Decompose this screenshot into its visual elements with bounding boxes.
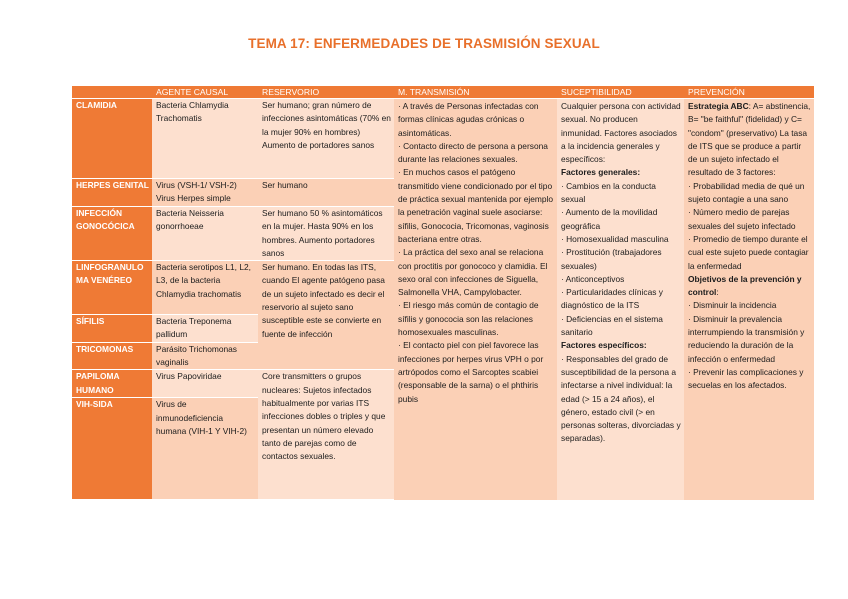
abc-strategy: Estrategia ABC: A= abstinencia, B= "be faithful" (fidelidad) y C= "condom" (preservativo) La tasa de ITS que se produce a partir de un sujeto infectado el resultado de 3 factores: [688, 101, 811, 178]
row-label-vih-sida: VIH-SIDA [72, 398, 152, 500]
reservoir-cell-shared: Core transmitters o grupos nucleares: Sujetos infectados habitualmente por varias ITS infecciones dobles o triples y que presentan un número elevado tanto de parejas como de contactos sexuales. [258, 370, 394, 500]
std-table [72, 86, 814, 500]
general-factor-item: · Cambios en la conducta sexual [561, 180, 656, 205]
agent-cell: Virus de inmunodeficiencia humana (VIH-1 Y VIH-2) [152, 398, 258, 500]
header-prevention: PREVENCIÓN [684, 86, 814, 99]
agent-cell: Bacteria Chlamydia Trachomatis [152, 99, 258, 179]
agent-cell: Bacteria serotipos L1, L2, L3, de la bacteria Chlamydia trachomatis [152, 261, 258, 315]
row-label-sifilis: SÍFILIS [72, 315, 152, 343]
row-label-gonococica: INFECCIÓN GONOCÓCICA [72, 207, 152, 261]
agent-cell: Bacteria Neisseria gonorrhoeae [152, 207, 258, 261]
transmission-item: · La práctica del sexo anal se relaciona con proctitis por gonococo y clamidia. El sexo oral con infecciones de Siguella, Salmonella VHA, Campylobacter. [398, 247, 548, 298]
transmission-item: · Contacto directo de persona a persona durante las relaciones sexuales. [398, 140, 548, 165]
transmission-item: · El riesgo más común de contagio de sífilis y gonococia son las relaciones homosexuales masculinas. [398, 300, 539, 338]
susceptibility-cell [557, 99, 684, 500]
header-susceptibility: SUCEPTIBILIDAD [557, 86, 684, 99]
transmission-item: · El contacto piel con piel favorece las infecciones por herpes virus VPH o por artrópodos como el Sarcoptes scabiei (responsable de la sarna) o el phthiris pubis [398, 340, 544, 404]
transmission-item: · En muchos casos el patógeno transmitido viene condicionado por el tipo de práctica sexual mantenida por ejemplo la penetración vaginal suele asociarse: sífilis, Gonococia, Tricomonas, vaginosis bacteriana entre otras. [398, 167, 554, 244]
prevention-factor: · Número medio de parejas sexuales del sujeto infectado [688, 207, 796, 231]
agent-cell: Virus Papoviridae [152, 370, 258, 398]
header-transmission: M. TRANSMISIÓN [394, 86, 557, 99]
general-factor-item: · Prostitución (trabajadores sexuales) [561, 247, 662, 271]
reservoir-cell-shared: Ser humano. En todas las ITS, cuando El agente patógeno pasa de un sujeto infectado es decir el reservorio al sujeto sano susceptible este se convierte en fuente de infección [258, 261, 394, 370]
susceptibility-intro: Cualquier persona con actividad sexual. No producen inmunidad. Factores asociados a la incidencia generales y específicos: [561, 101, 681, 165]
table-header-row [72, 86, 814, 99]
agent-cell: Bacteria Treponema pallidum [152, 315, 258, 343]
specific-factor-item: · Responsables del grado de susceptibilidad de la persona a infectarse a nivel individual: la edad (> 15 a 24 años), el género, estado civil (> en personas solteras, divorciadas y separadas). [561, 353, 681, 444]
transmission-item: · A través de Personas infectadas con formas clínicas agudas crónicas o asintomáticas. [398, 101, 539, 138]
general-factor-item: · Particularidades clínicas y diagnóstico de la ITS [561, 287, 663, 311]
objective-item: · Disminuir la incidencia [688, 300, 777, 311]
general-factor-item: · Aumento de la movilidad geográfica [561, 207, 658, 231]
row-label-herpes: HERPES GENITAL [72, 179, 152, 207]
row-label-linfogranuloma: LINFOGRANULOMA VENÉREO [72, 261, 152, 315]
prevention-factor: · Probabilidad media de qué un sujeto contagie a una sano [688, 180, 805, 205]
row-label-clamidia: CLAMIDIA [72, 99, 152, 179]
row-label-papiloma: PAPILOMA HUMANO [72, 370, 152, 398]
table-row [72, 99, 814, 179]
reservoir-cell: Ser humano; gran número de infecciones asintomáticas (70% en la mujer 90% en hombres) Aumento de portadores sanos [258, 99, 394, 179]
agent-cell: Virus (VSH-1/ VSH-2) Virus Herpes simple [152, 179, 258, 207]
general-factor-item: · Homosexualidad masculina [561, 233, 669, 244]
general-factor-item: · Deficiencias en el sistema sanitario [561, 313, 663, 338]
prevention-factor: · Promedio de tiempo durante el cual este sujeto puede contagiar la enfermedad [688, 233, 809, 271]
document-title: TEMA 17: ENFERMEDADES DE TRASMISIÓN SEXUAL [248, 36, 600, 51]
specific-factors-title: Factores específicos: [561, 340, 647, 351]
objective-item: · Prevenir las complicaciones y secuelas en los afectados. [688, 366, 804, 391]
objective-item: · Disminuir la prevalencia interrumpiendo la transmisión y reduciendo la duración de la infección o enfermedad [688, 313, 805, 364]
reservoir-cell: Ser humano [258, 179, 394, 207]
general-factors-title: Factores generales: [561, 167, 641, 178]
header-reservoir: RESERVORIO [258, 86, 394, 99]
transmission-cell [394, 99, 557, 500]
general-factor-item: · Anticonceptivos [561, 273, 625, 284]
objectives-title: Objetivos de la prevención y control: [688, 273, 802, 298]
prevention-cell [684, 99, 814, 500]
row-label-tricomonas: TRICOMONAS [72, 342, 152, 370]
header-blank [72, 86, 152, 99]
header-agent: AGENTE CAUSAL [152, 86, 258, 99]
reservoir-cell: Ser humano 50 % asintomáticos en la mujer. Hasta 90% en los hombres. Aumento portadores sanos [258, 207, 394, 261]
agent-cell: Parásito Trichomonas vaginalis [152, 342, 258, 370]
